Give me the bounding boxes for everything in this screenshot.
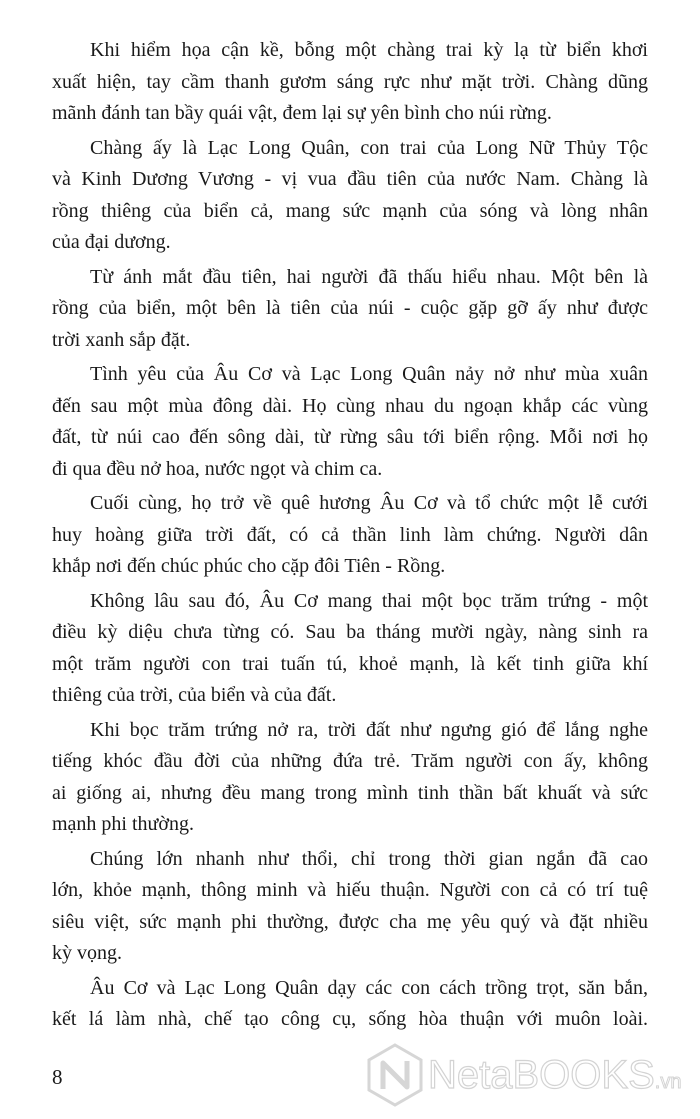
text-line: Chúng lớn nhanh như thổi, chỉ trong thời gian ngắn đã cao [90,847,648,870]
paragraph [52,262,648,357]
watermark-suffix: .vn [654,1071,682,1093]
text-line: điều kỳ diệu chưa từng có. Sau ba tháng mười ngày, nàng sinh ra [52,621,648,643]
text-line: và Kinh Dương Vương - vị vua đầu tiên của nước Nam. Chàng là [52,168,648,190]
page-body-text [52,35,648,1039]
text-line: rồng thiêng của biển cả, mang sức mạnh của sóng và lòng nhân [52,199,648,222]
text-line: Tình yêu của Âu Cơ và Lạc Long Quân nảy nở như mùa xuân [90,363,648,385]
paragraph [52,488,648,583]
text-line: Khi bọc trăm trứng nở ra, trời đất như ngưng gió để lắng nghe [90,718,648,741]
text-line: Không lâu sau đó, Âu Cơ mang thai một bọc trăm trứng - một [90,589,648,612]
text-line: trời xanh sắp đặt. [52,328,191,351]
text-line: siêu việt, sức mạnh phi thường, được cha mẹ yêu quý và đặt nhiều [52,910,648,933]
text-line: mãnh đánh tan bầy quái vật, đem lại sự yên bình cho núi rừng. [52,102,552,124]
text-line: đến sau một mùa đông dài. Họ cùng nhau du ngoạn khắp các vùng [52,394,648,417]
netabooks-watermark [366,1043,696,1107]
text-line: huy hoàng giữa trời đất, có cả thần linh làm chứng. Người dân [52,523,648,546]
paragraph [52,35,648,130]
text-line: tiếng khóc đầu đời của những đứa trẻ. Trăm người con ấy, không [52,750,648,772]
text-line: Cuối cùng, họ trở về quê hương Âu Cơ và tổ chức một lễ cưới [90,492,648,514]
text-line: ai giống ai, nhưng đều mang trong mình tinh thần bất khuất và sức [52,781,648,804]
text-line: thiêng của trời, của biển và của đất. [52,684,337,706]
paragraph [52,973,648,1036]
text-line: xuất hiện, tay cầm thanh gươm sáng rực như mặt trời. Chàng dũng [52,70,648,93]
text-line: Âu Cơ và Lạc Long Quân dạy các con cách trồng trọt, săn bắn, [90,976,648,999]
text-line: lớn, khỏe mạnh, thông minh và hiếu thuận. Người con cả có trí tuệ [52,879,648,901]
watermark-brand: NetaBOOKS [428,1053,655,1097]
paragraph [52,359,648,485]
paragraph [52,133,648,259]
text-line: kết lá làm nhà, chế tạo công cụ, sống hòa thuận với muôn loài. [52,1008,648,1030]
text-line: của đại dương. [52,231,171,253]
text-line: mạnh phi thường. [52,813,194,835]
text-line: rồng của biển, một bên là tiên của núi - cuộc gặp gỡ ấy như được [52,297,648,319]
text-line: Từ ánh mắt đầu tiên, hai người đã thấu hiểu nhau. Một bên là [90,265,648,288]
paragraph [52,715,648,841]
paragraph [52,844,648,970]
text-line: Chàng ấy là Lạc Long Quân, con trai của Long Nữ Thủy Tộc [90,136,648,159]
text-line: kỳ vọng. [52,942,122,964]
netabooks-logo-icon [366,1043,424,1107]
text-line: khắp nơi đến chúc phúc cho cặp đôi Tiên - Rồng. [52,555,446,577]
text-line: đất, từ núi cao đến sông dài, từ rừng sâu tới biển rộng. Mỗi nơi họ [52,426,648,448]
text-line: Khi hiểm họa cận kề, bỗng một chàng trai kỳ lạ từ biển khơi [90,39,648,61]
text-line: đi qua đều nở hoa, nước ngọt và chim ca. [52,457,383,480]
page-number: 8 [52,1065,63,1089]
paragraph [52,586,648,712]
text-line: một trăm người con trai tuấn tú, khoẻ mạnh, là kết tinh giữa khí [52,652,648,675]
